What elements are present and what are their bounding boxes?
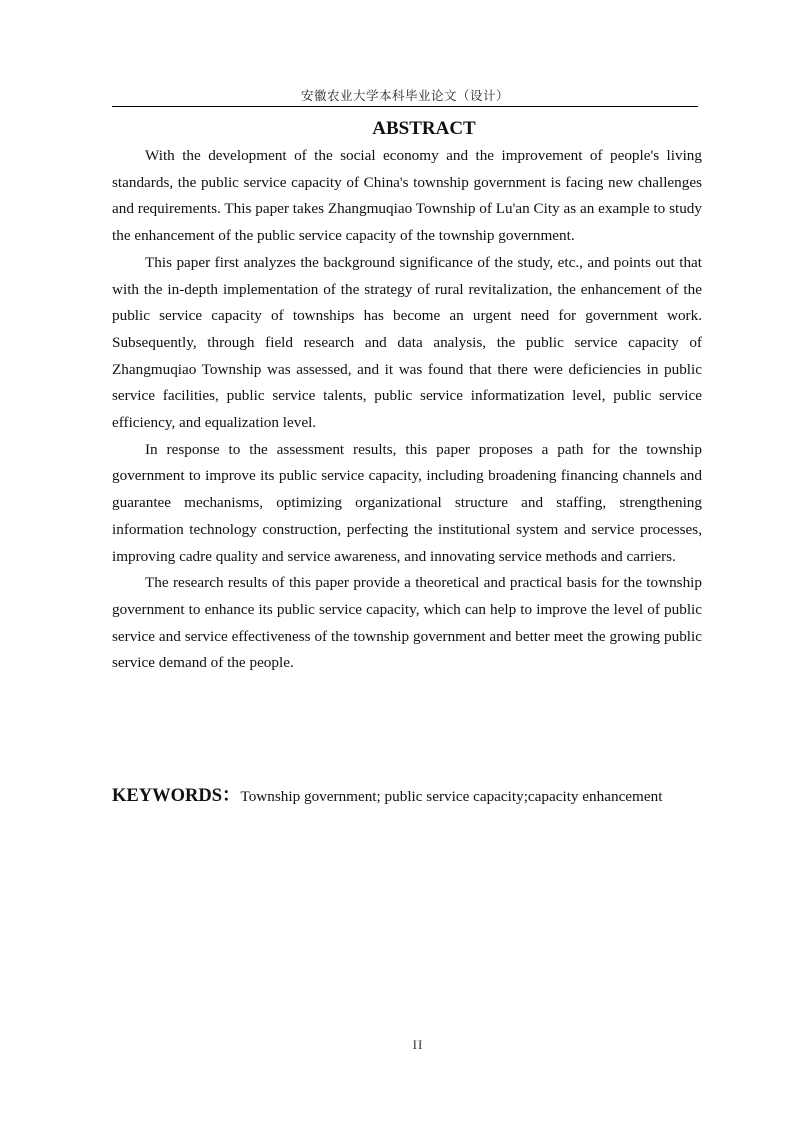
page-number: II: [412, 1037, 424, 1052]
keywords-label: KEYWORDS：: [112, 786, 241, 806]
abstract-body: [112, 143, 702, 677]
keywords-text: Township government; public service capacity;capacity enhancement: [240, 788, 663, 805]
abstract-paragraph-3: In response to the assessment results, this paper proposes a path for the township government to improve its public service capacity, including broadening financing channels and guarantee mechanisms, optimizing organizational structure and staffing, strengthening information technology construction, perfecting the institutional system and service processes, improving cadre quality and service awareness, and innovating service methods and carriers.: [112, 440, 702, 565]
running-header: 安徽农业大学本科毕业论文（设计）: [300, 89, 509, 103]
abstract-paragraph-2: This paper first analyzes the background significance of the study, etc., and points out that with the in-depth implementation of the strategy of rural revitalization, the enhancement of the public service capacity of townships has become an urgent need for government work. Subsequently, through field research and data analysis, the public service capacity of Zhangmuqiao Township was assessed, and it was found that there were deficiencies in public service facilities, public service talents, public service informatization level, public service efficiency, and equalization level.: [112, 253, 702, 432]
abstract-heading: ABSTRACT: [372, 118, 476, 139]
keywords-line: [112, 783, 732, 810]
abstract-paragraph-4: The research results of this paper provide a theoretical and practical basis for the township government to enhance its public service capacity, which can help to improve the level of public service and service effectiveness of the township government and better meet the growing public service demand of the people.: [112, 574, 702, 672]
abstract-paragraph-1: With the development of the social economy and the improvement of people's living standards, the public service capacity of China's township government is facing new challenges and requirements. This paper takes Zhangmuqiao Township of Lu'an City as an example to study the enhancement of the public service capacity of the township government.: [112, 147, 702, 245]
header-rule: [112, 106, 698, 107]
